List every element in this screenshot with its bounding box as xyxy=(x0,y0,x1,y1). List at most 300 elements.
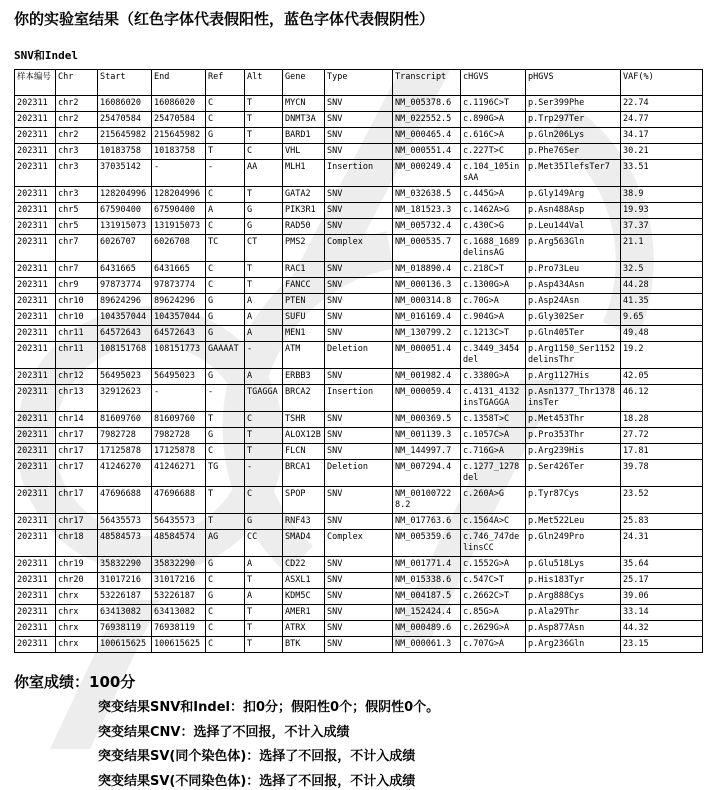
cell-chgvs: c.1688_1689delinsAG xyxy=(461,235,526,262)
cell-ref: AG xyxy=(206,530,245,557)
cell-transcript: NM_152424.4 xyxy=(393,605,461,621)
cell-gene: SUFU xyxy=(283,310,325,326)
cell-vaf: 24.31 xyxy=(621,530,703,557)
summary-detail-line: 突变结果SV(不同染色体)：选择了不回报，不计入成绩 xyxy=(98,773,416,789)
cell-alt: G xyxy=(245,203,283,219)
cell-gene: KDM5C xyxy=(283,589,325,605)
cell-type: SNV xyxy=(325,310,393,326)
cell-sample-id: 202311 xyxy=(15,412,56,428)
cell-phgvs: p.Gln206Lys xyxy=(526,128,621,144)
cell-start: 64572643 xyxy=(98,326,152,342)
cell-chgvs: c.716G>A xyxy=(461,444,526,460)
cell-transcript: NM_000314.8 xyxy=(393,294,461,310)
cell-start: 10183758 xyxy=(98,144,152,160)
cell-end: - xyxy=(152,160,206,187)
cell-type: SNV xyxy=(325,621,393,637)
cell-ref: T xyxy=(206,412,245,428)
cell-ref: G xyxy=(206,369,245,385)
cell-gene: BTK xyxy=(283,637,325,653)
cell-end: 81609760 xyxy=(152,412,206,428)
table-row xyxy=(15,385,703,412)
cell-gene: BRCA2 xyxy=(283,385,325,412)
col-header-ref: Ref xyxy=(206,70,245,96)
cell-gene: ATM xyxy=(283,342,325,369)
cell-sample-id: 202311 xyxy=(15,369,56,385)
cell-vaf: 25.17 xyxy=(621,573,703,589)
cell-vaf: 19.93 xyxy=(621,203,703,219)
cell-phgvs: p.Asp24Asn xyxy=(526,294,621,310)
table-row xyxy=(15,310,703,326)
cell-phgvs: p.Gln405Ter xyxy=(526,326,621,342)
cell-transcript: NM_005378.6 xyxy=(393,96,461,112)
cell-gene: MEN1 xyxy=(283,326,325,342)
cell-chr: chr5 xyxy=(56,203,98,219)
table-row xyxy=(15,605,703,621)
cell-chgvs: c.260A>G xyxy=(461,487,526,514)
cell-chr: chr13 xyxy=(56,385,98,412)
cell-gene: SPOP xyxy=(283,487,325,514)
cell-gene: FANCC xyxy=(283,278,325,294)
cell-phgvs: p.Asn1377_Thr1378insTer xyxy=(526,385,621,412)
cell-transcript: NM_000465.4 xyxy=(393,128,461,144)
cell-vaf: 24.77 xyxy=(621,112,703,128)
cell-transcript: NM_000369.5 xyxy=(393,412,461,428)
cell-gene: MYCN xyxy=(283,96,325,112)
cell-gene: ALOX12B xyxy=(283,428,325,444)
cell-type: SNV xyxy=(325,144,393,160)
table-row xyxy=(15,514,703,530)
cell-vaf: 35.64 xyxy=(621,557,703,573)
cell-vaf: 23.52 xyxy=(621,487,703,514)
cell-chr: chr10 xyxy=(56,294,98,310)
cell-alt: T xyxy=(245,187,283,203)
cell-alt: T xyxy=(245,621,283,637)
cell-transcript: NM_000489.6 xyxy=(393,621,461,637)
cell-ref: C xyxy=(206,262,245,278)
cell-end: 25470584 xyxy=(152,112,206,128)
cell-ref: - xyxy=(206,385,245,412)
cell-end: 128204996 xyxy=(152,187,206,203)
cell-gene: PTEN xyxy=(283,294,325,310)
cell-type: Insertion xyxy=(325,385,393,412)
cell-start: 67590400 xyxy=(98,203,152,219)
cell-start: 100615625 xyxy=(98,637,152,653)
col-header-type: Type xyxy=(325,70,393,96)
cell-phgvs: p.Trp297Ter xyxy=(526,112,621,128)
cell-transcript: NM_032638.5 xyxy=(393,187,461,203)
cell-vaf: 34.17 xyxy=(621,128,703,144)
cell-sample-id: 202311 xyxy=(15,112,56,128)
cell-transcript: NM_130799.2 xyxy=(393,326,461,342)
cell-ref: C xyxy=(206,278,245,294)
cell-chr: chr17 xyxy=(56,428,98,444)
cell-transcript: NM_001982.4 xyxy=(393,369,461,385)
cell-ref: C xyxy=(206,621,245,637)
cell-chr: chr12 xyxy=(56,369,98,385)
cell-phgvs: p.Asp877Asn xyxy=(526,621,621,637)
cell-sample-id: 202311 xyxy=(15,573,56,589)
cell-sample-id: 202311 xyxy=(15,557,56,573)
cell-ref: GAAAAT xyxy=(206,342,245,369)
cell-end: 10183758 xyxy=(152,144,206,160)
cell-alt: CC xyxy=(245,530,283,557)
cell-vaf: 42.05 xyxy=(621,369,703,385)
cell-chr: chr19 xyxy=(56,557,98,573)
table-row xyxy=(15,460,703,487)
cell-ref: - xyxy=(206,160,245,187)
cell-end: 35832290 xyxy=(152,557,206,573)
cell-vaf: 39.06 xyxy=(621,589,703,605)
cell-vaf: 17.81 xyxy=(621,444,703,460)
cell-chr: chr14 xyxy=(56,412,98,428)
cell-alt: - xyxy=(245,460,283,487)
cell-chr: chr7 xyxy=(56,262,98,278)
cell-gene: TSHR xyxy=(283,412,325,428)
cell-chgvs: c.85G>A xyxy=(461,605,526,621)
cell-vaf: 21.1 xyxy=(621,235,703,262)
cell-gene: PMS2 xyxy=(283,235,325,262)
cell-end: 97873774 xyxy=(152,278,206,294)
cell-transcript: NM_016169.4 xyxy=(393,310,461,326)
cell-chgvs: c.3449_3454del xyxy=(461,342,526,369)
cell-start: 17125878 xyxy=(98,444,152,460)
cell-vaf: 18.28 xyxy=(621,412,703,428)
cell-chr: chr17 xyxy=(56,487,98,514)
cell-chgvs: c.890G>A xyxy=(461,112,526,128)
cell-transcript: NM_004187.5 xyxy=(393,589,461,605)
cell-end: 131915073 xyxy=(152,219,206,235)
cell-gene: VHL xyxy=(283,144,325,160)
cell-start: 7982728 xyxy=(98,428,152,444)
cell-phgvs: p.Ser426Ter xyxy=(526,460,621,487)
cell-type: SNV xyxy=(325,605,393,621)
cell-start: 16086020 xyxy=(98,96,152,112)
cell-chgvs: c.2629G>A xyxy=(461,621,526,637)
cell-sample-id: 202311 xyxy=(15,487,56,514)
table-row xyxy=(15,589,703,605)
table-row xyxy=(15,235,703,262)
cell-vaf: 30.21 xyxy=(621,144,703,160)
cell-vaf: 49.48 xyxy=(621,326,703,342)
cell-transcript: NM_015338.6 xyxy=(393,573,461,589)
table-row xyxy=(15,219,703,235)
cell-phgvs: p.Asn488Asp xyxy=(526,203,621,219)
cell-vaf: 44.32 xyxy=(621,621,703,637)
cell-end: 7982728 xyxy=(152,428,206,444)
cell-end: 47696688 xyxy=(152,487,206,514)
cell-phgvs: p.Arg236Gln xyxy=(526,637,621,653)
cell-phgvs: p.Arg1127His xyxy=(526,369,621,385)
cell-alt: T xyxy=(245,112,283,128)
col-header-vaf: VAF(%) xyxy=(621,70,703,96)
cell-ref: C xyxy=(206,112,245,128)
cell-start: 48584573 xyxy=(98,530,152,557)
cell-gene: RAC1 xyxy=(283,262,325,278)
cell-alt: T xyxy=(245,605,283,621)
cell-start: 6431665 xyxy=(98,262,152,278)
cell-gene: PIK3R1 xyxy=(283,203,325,219)
cell-ref: C xyxy=(206,219,245,235)
cell-type: Insertion xyxy=(325,160,393,187)
cell-start: 32912623 xyxy=(98,385,152,412)
cell-type: SNV xyxy=(325,444,393,460)
table-row xyxy=(15,128,703,144)
cell-type: SNV xyxy=(325,219,393,235)
table-row xyxy=(15,412,703,428)
cell-start: 104357044 xyxy=(98,310,152,326)
cell-alt: T xyxy=(245,637,283,653)
cell-end: 104357044 xyxy=(152,310,206,326)
cell-phgvs: p.Gly149Arg xyxy=(526,187,621,203)
cell-phgvs: p.Arg239His xyxy=(526,444,621,460)
cell-chgvs: c.1300G>A xyxy=(461,278,526,294)
cell-chgvs: c.1462A>G xyxy=(461,203,526,219)
cell-gene: MLH1 xyxy=(283,160,325,187)
cell-ref: C xyxy=(206,637,245,653)
cell-transcript: NM_005359.6 xyxy=(393,530,461,557)
cell-sample-id: 202311 xyxy=(15,460,56,487)
cell-transcript: NM_001007228.2 xyxy=(393,487,461,514)
cell-type: Complex xyxy=(325,530,393,557)
cell-sample-id: 202311 xyxy=(15,160,56,187)
col-header-end: End xyxy=(152,70,206,96)
cell-start: 63413082 xyxy=(98,605,152,621)
cell-chgvs: c.1552G>A xyxy=(461,557,526,573)
cell-ref: C xyxy=(206,444,245,460)
cell-transcript: NM_000249.4 xyxy=(393,160,461,187)
cell-end: 89624296 xyxy=(152,294,206,310)
cell-phgvs: p.Gln249Pro xyxy=(526,530,621,557)
cell-phgvs: p.Arg563Gln xyxy=(526,235,621,262)
cell-ref: TC xyxy=(206,235,245,262)
cell-sample-id: 202311 xyxy=(15,96,56,112)
cell-sample-id: 202311 xyxy=(15,589,56,605)
table-row xyxy=(15,621,703,637)
cell-phgvs: p.Tyr87Cys xyxy=(526,487,621,514)
cell-transcript: NM_007294.4 xyxy=(393,460,461,487)
cell-type: SNV xyxy=(325,278,393,294)
cell-chr: chr2 xyxy=(56,112,98,128)
cell-ref: TG xyxy=(206,460,245,487)
cell-vaf: 23.15 xyxy=(621,637,703,653)
cell-start: 31017216 xyxy=(98,573,152,589)
cell-transcript: NM_005732.4 xyxy=(393,219,461,235)
cell-end: 41246271 xyxy=(152,460,206,487)
cell-start: 6026707 xyxy=(98,235,152,262)
cell-start: 53226187 xyxy=(98,589,152,605)
cell-start: 76938119 xyxy=(98,621,152,637)
cell-ref: G xyxy=(206,428,245,444)
col-header-chgvs: cHGVS xyxy=(461,70,526,96)
table-row xyxy=(15,112,703,128)
cell-gene: BRCA1 xyxy=(283,460,325,487)
cell-type: SNV xyxy=(325,262,393,278)
cell-start: 131915073 xyxy=(98,219,152,235)
cell-vaf: 19.2 xyxy=(621,342,703,369)
cell-gene: DNMT3A xyxy=(283,112,325,128)
cell-end: 100615625 xyxy=(152,637,206,653)
cell-start: 56495023 xyxy=(98,369,152,385)
table-row xyxy=(15,203,703,219)
cell-sample-id: 202311 xyxy=(15,203,56,219)
cell-phgvs: p.Glu518Lys xyxy=(526,557,621,573)
cell-type: SNV xyxy=(325,128,393,144)
cell-phgvs: p.Met35IlefsTer7 xyxy=(526,160,621,187)
table-row xyxy=(15,487,703,514)
cell-ref: C xyxy=(206,187,245,203)
cell-type: SNV xyxy=(325,187,393,203)
cell-phgvs: p.Pro73Leu xyxy=(526,262,621,278)
cell-sample-id: 202311 xyxy=(15,342,56,369)
col-header-start: Start xyxy=(98,70,152,96)
cell-start: 81609760 xyxy=(98,412,152,428)
cell-end: - xyxy=(152,385,206,412)
cell-type: SNV xyxy=(325,487,393,514)
cell-type: SNV xyxy=(325,412,393,428)
cell-alt: TGAGGA xyxy=(245,385,283,412)
cell-gene: RAD50 xyxy=(283,219,325,235)
cell-end: 108151773 xyxy=(152,342,206,369)
cell-vaf: 41.35 xyxy=(621,294,703,310)
cell-vaf: 22.74 xyxy=(621,96,703,112)
cell-end: 64572643 xyxy=(152,326,206,342)
cell-ref: G xyxy=(206,589,245,605)
cell-chgvs: c.1564A>C xyxy=(461,514,526,530)
cell-phgvs: p.Gly302Ser xyxy=(526,310,621,326)
table-row xyxy=(15,294,703,310)
cell-alt: C xyxy=(245,487,283,514)
cell-transcript: NM_181523.3 xyxy=(393,203,461,219)
cell-chgvs: c.445G>A xyxy=(461,187,526,203)
table-row xyxy=(15,278,703,294)
cell-alt: C xyxy=(245,412,283,428)
page-title: 你的实验室结果（红色字体代表假阳性，蓝色字体代表假阴性） xyxy=(14,10,435,28)
cell-gene: ATRX xyxy=(283,621,325,637)
cell-type: SNV xyxy=(325,589,393,605)
cell-chgvs: c.430C>G xyxy=(461,219,526,235)
cell-sample-id: 202311 xyxy=(15,428,56,444)
cell-end: 48584574 xyxy=(152,530,206,557)
cell-chgvs: c.4131_4132insTGAGGA xyxy=(461,385,526,412)
cell-gene: RNF43 xyxy=(283,514,325,530)
cell-type: SNV xyxy=(325,326,393,342)
cell-transcript: NM_022552.5 xyxy=(393,112,461,128)
cell-phgvs: p.Arg1150_Ser1152delinsThr xyxy=(526,342,621,369)
cell-chr: chr11 xyxy=(56,326,98,342)
cell-alt: T xyxy=(245,573,283,589)
cell-vaf: 25.83 xyxy=(621,514,703,530)
cell-chgvs: c.218C>T xyxy=(461,262,526,278)
cell-sample-id: 202311 xyxy=(15,621,56,637)
table-row xyxy=(15,326,703,342)
cell-alt: AA xyxy=(245,160,283,187)
cell-start: 35832290 xyxy=(98,557,152,573)
cell-gene: AMER1 xyxy=(283,605,325,621)
cell-type: SNV xyxy=(325,428,393,444)
cell-type: SNV xyxy=(325,294,393,310)
cell-sample-id: 202311 xyxy=(15,326,56,342)
cell-chr: chr2 xyxy=(56,96,98,112)
cell-sample-id: 202311 xyxy=(15,310,56,326)
cell-gene: ERBB3 xyxy=(283,369,325,385)
cell-transcript: NM_001139.3 xyxy=(393,428,461,444)
cell-vaf: 32.5 xyxy=(621,262,703,278)
cell-gene: SMAD4 xyxy=(283,530,325,557)
cell-sample-id: 202311 xyxy=(15,278,56,294)
cell-end: 56495023 xyxy=(152,369,206,385)
cell-type: SNV xyxy=(325,573,393,589)
table-row xyxy=(15,187,703,203)
cell-start: 97873774 xyxy=(98,278,152,294)
table-row xyxy=(15,262,703,278)
cell-chgvs: c.1196C>T xyxy=(461,96,526,112)
cell-phgvs: p.His183Tyr xyxy=(526,573,621,589)
cell-sample-id: 202311 xyxy=(15,605,56,621)
cell-start: 56435573 xyxy=(98,514,152,530)
cell-chr: chr9 xyxy=(56,278,98,294)
table-row xyxy=(15,444,703,460)
cell-ref: C xyxy=(206,605,245,621)
cell-transcript: NM_000059.4 xyxy=(393,385,461,412)
cell-chr: chr20 xyxy=(56,573,98,589)
cell-chgvs: c.104_105insAA xyxy=(461,160,526,187)
cell-transcript: NM_017763.6 xyxy=(393,514,461,530)
cell-chr: chrx xyxy=(56,589,98,605)
table-row xyxy=(15,530,703,557)
cell-chr: chrx xyxy=(56,621,98,637)
cell-end: 76938119 xyxy=(152,621,206,637)
cell-chgvs: c.1277_1278del xyxy=(461,460,526,487)
cell-type: SNV xyxy=(325,514,393,530)
cell-transcript: NM_000051.4 xyxy=(393,342,461,369)
table-row xyxy=(15,369,703,385)
cell-type: SNV xyxy=(325,96,393,112)
cell-transcript: NM_000061.3 xyxy=(393,637,461,653)
cell-transcript: NM_000535.7 xyxy=(393,235,461,262)
table-row xyxy=(15,428,703,444)
cell-sample-id: 202311 xyxy=(15,444,56,460)
cell-transcript: NM_018890.4 xyxy=(393,262,461,278)
cell-alt: T xyxy=(245,262,283,278)
cell-chgvs: c.1358T>C xyxy=(461,412,526,428)
cell-alt: - xyxy=(245,342,283,369)
cell-start: 25470584 xyxy=(98,112,152,128)
cell-chr: chrx xyxy=(56,605,98,621)
cell-alt: CT xyxy=(245,235,283,262)
cell-end: 53226187 xyxy=(152,589,206,605)
cell-end: 6431665 xyxy=(152,262,206,278)
cell-chr: chr2 xyxy=(56,128,98,144)
cell-chgvs: c.3380G>A xyxy=(461,369,526,385)
cell-type: SNV xyxy=(325,369,393,385)
cell-start: 89624296 xyxy=(98,294,152,310)
cell-alt: C xyxy=(245,144,283,160)
cell-ref: G xyxy=(206,294,245,310)
cell-ref: T xyxy=(206,514,245,530)
cell-ref: T xyxy=(206,487,245,514)
cell-ref: A xyxy=(206,203,245,219)
cell-start: 215645982 xyxy=(98,128,152,144)
cell-chr: chr10 xyxy=(56,310,98,326)
cell-gene: BARD1 xyxy=(283,128,325,144)
cell-alt: A xyxy=(245,326,283,342)
cell-sample-id: 202311 xyxy=(15,514,56,530)
cell-ref: T xyxy=(206,144,245,160)
cell-chr: chr3 xyxy=(56,187,98,203)
section-label-snv-indel: SNV和Indel xyxy=(14,49,78,62)
col-header-chr: Chr xyxy=(56,70,98,96)
cell-gene: FLCN xyxy=(283,444,325,460)
